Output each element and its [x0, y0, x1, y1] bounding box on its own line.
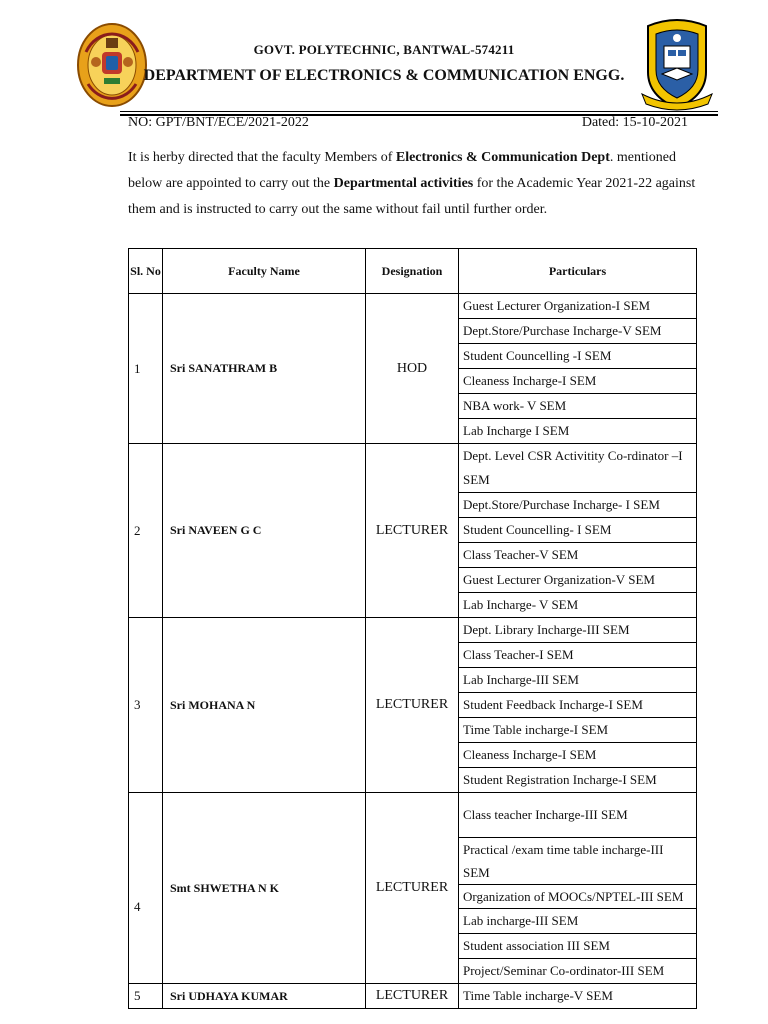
particular-item: Lab Incharge-III SEM: [459, 668, 697, 693]
particular-item: Organization of MOOCs/NPTEL-III SEM: [459, 885, 697, 909]
particular-item: Time Table incharge-I SEM: [459, 718, 697, 743]
sl-no-cell: 4: [129, 793, 163, 984]
intro-text-3: for the Academic Year 2021-22 against them and is instructed to carry out the same without fail until further order.: [128, 176, 696, 217]
particular-item: Dept.Store/Purchase Incharge- I SEM: [459, 493, 697, 518]
sl-no-cell: 3: [129, 618, 163, 793]
designation-cell: LECTURER: [366, 793, 459, 984]
particular-item: Student Councelling- I SEM: [459, 518, 697, 543]
document-date: Dated: 15-10-2021: [581, 115, 688, 130]
particular-item: Student Councelling -I SEM: [459, 344, 697, 369]
header-rule: [120, 111, 718, 112]
particular-item: Guest Lecturer Organization-I SEM: [459, 294, 697, 319]
intro-bold-activities: Departmental activities: [333, 176, 474, 191]
faculty-name-cell: Sri MOHANA N: [163, 618, 366, 793]
faculty-name-cell: Smt SHWETHA N K: [163, 793, 366, 984]
designation-cell: LECTURER: [366, 444, 459, 618]
table-row: [129, 294, 697, 319]
particular-item: NBA work- V SEM: [459, 394, 697, 419]
intro-paragraph: [128, 145, 698, 223]
sl-no-cell: 5: [129, 984, 163, 1009]
reference-number: NO: GPT/BNT/ECE/2021-2022: [128, 115, 309, 130]
particular-item: Project/Seminar Co-ordinator-III SEM: [459, 959, 697, 984]
particular-item: Guest Lecturer Organization-V SEM: [459, 568, 697, 593]
particular-item: Lab Incharge- V SEM: [459, 593, 697, 618]
sl-no-cell: 2: [129, 444, 163, 618]
karnataka-emblem-logo: [76, 22, 148, 108]
faculty-name-cell: Sri NAVEEN G C: [163, 444, 366, 618]
particular-item: Cleaness Incharge-I SEM: [459, 369, 697, 394]
sl-no-cell: 1: [129, 294, 163, 444]
col-header-particulars: Particulars: [459, 249, 697, 294]
col-header-sl-no: Sl. No: [129, 249, 163, 294]
particular-item: Lab incharge-III SEM: [459, 909, 697, 934]
particular-item: Time Table incharge-V SEM: [459, 984, 697, 1009]
col-header-designation: Designation: [366, 249, 459, 294]
table-row: [129, 793, 697, 838]
table-row: [129, 984, 697, 1009]
particular-item: Student Registration Incharge-I SEM: [459, 768, 697, 793]
faculty-name-cell: Sri UDHAYA KUMAR: [163, 984, 366, 1009]
particular-item: Class Teacher-V SEM: [459, 543, 697, 568]
department-title: DEPARTMENT OF ELECTRONICS & COMMUNICATION ENGG.: [143, 67, 625, 84]
designation-cell: LECTURER: [366, 984, 459, 1009]
table-header-row: [129, 249, 697, 294]
particular-item: Class teacher Incharge-III SEM: [459, 793, 697, 838]
intro-text-1: It is herby directed that the faculty Members of: [128, 150, 396, 165]
particular-item: Class Teacher-I SEM: [459, 643, 697, 668]
particular-item: Dept. Library Incharge-III SEM: [459, 618, 697, 643]
particular-item: Student association III SEM: [459, 934, 697, 959]
institution-name: GOVT. POLYTECHNIC, BANTWAL-574211: [253, 42, 515, 57]
particular-item: Dept.Store/Purchase Incharge-V SEM: [459, 319, 697, 344]
intro-text-2: . mentioned below are appointed to carry out the: [128, 150, 676, 191]
table-row: [129, 444, 697, 493]
intro-bold-dept: Electronics & Communication Dept: [395, 150, 610, 165]
faculty-duties-table: [128, 248, 697, 1009]
faculty-name-cell: Sri SANATHRAM B: [163, 294, 366, 444]
particular-item: Lab Incharge I SEM: [459, 419, 697, 444]
designation-cell: HOD: [366, 294, 459, 444]
particular-item: Student Feedback Incharge-I SEM: [459, 693, 697, 718]
col-header-faculty-name: Faculty Name: [163, 249, 366, 294]
particular-item: Dept. Level CSR Activitity Co-rdinator –I SEM: [459, 444, 697, 493]
table-row: [129, 618, 697, 643]
particular-item: Practical /exam time table incharge-III SEM: [459, 838, 697, 885]
polytechnic-crest-logo: [640, 16, 714, 112]
designation-cell: LECTURER: [366, 618, 459, 793]
particular-item: Cleaness Incharge-I SEM: [459, 743, 697, 768]
